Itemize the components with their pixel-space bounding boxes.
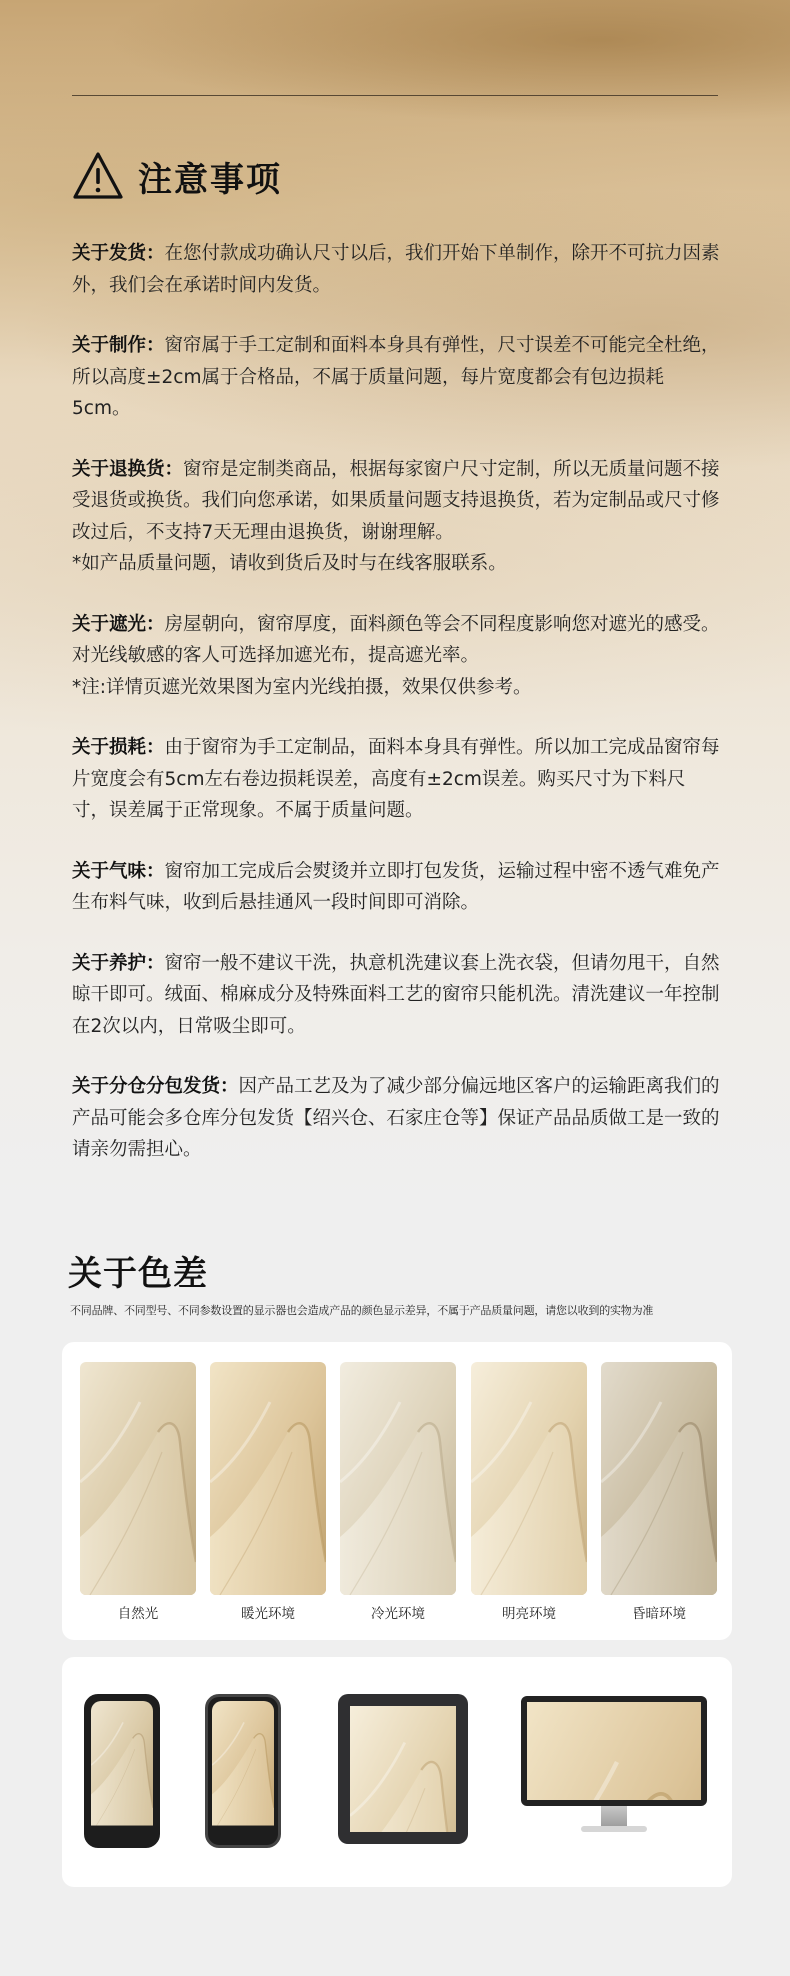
swatch-cool-light (340, 1362, 456, 1622)
phone-icon (205, 1694, 281, 1848)
swatch-label: 昏暗环境 (632, 1606, 686, 1622)
warning-icon (72, 151, 124, 201)
swatch-dim (601, 1362, 717, 1622)
notice-list (72, 238, 722, 1195)
color-diff-description: 不同品牌、不同型号、不同参数设置的显示器也会造成产品的颜色显示差异，不属于产品质量问题，请您以收到的实物为准 (70, 1304, 654, 1317)
swatch-card (62, 1342, 732, 1640)
tablet-icon (338, 1694, 468, 1844)
divider (72, 95, 718, 96)
notice-title: 注意事项 (138, 159, 282, 200)
fabric-image (601, 1362, 717, 1595)
swatch-label: 冷光环境 (371, 1606, 425, 1622)
notice-item-loss: 关于损耗：由于窗帘为手工定制品，面料本身具有弹性。所以加工完成品窗帘每片宽度会有5cm左右卷边损耗误差，高度有±2cm误差。购买尺寸为下料尺寸，误差属于正常现象。不属于质量问题。 (72, 737, 720, 821)
notice-item-shipping: 关于发货：在您付款成功确认尺寸以后，我们开始下单制作，除开不可抗力因素外，我们会在承诺时间内发货。 (72, 243, 720, 296)
swatch-label: 暖光环境 (241, 1606, 295, 1622)
monitor-icon (521, 1696, 707, 1836)
fabric-image (471, 1362, 587, 1595)
fabric-image (340, 1362, 456, 1595)
notice-item-blackout: 关于遮光：房屋朝向，窗帘厚度，面料颜色等会不同程度影响您对遮光的感受。对光线敏感的客人可选择加遮光布，提高遮光率。 *注:详情页遮光效果图为室内光线拍摄，效果仅供参考。 (72, 613, 720, 698)
swatch-warm-light (210, 1362, 326, 1622)
phone-icon (84, 1694, 160, 1848)
color-diff-title: 关于色差 (68, 1254, 208, 1294)
notice-item-warehouse: 关于分仓分包发货：因产品工艺及为了减少部分偏远地区客户的运输距离我们的产品可能会多仓库分包发货【绍兴仓、石家庄仓等】保证产品品质做工是一致的请亲勿需担心。 (72, 1076, 720, 1160)
fabric-image (210, 1362, 326, 1595)
notice-item-odor: 关于气味：窗帘加工完成后会熨烫并立即打包发货，运输过程中密不透气难免产生布料气味，收到后悬挂通风一段时间即可消除。 (72, 860, 720, 913)
swatch-bright (471, 1362, 587, 1622)
notice-item-returns: 关于退换货：窗帘是定制类商品，根据每家窗户尺寸定制，所以无质量问题不接受退货或换货。我们向您承诺，如果质量问题支持退换货，若为定制品或尺寸修改过后，不支持7天无理由退换货，谢谢理解。 *如产品质量问题，请收到货后及时与在线客服联系。 (72, 458, 720, 574)
fabric-image (80, 1362, 196, 1595)
device-card (62, 1657, 732, 1887)
notice-item-production: 关于制作：窗帘属于手工定制和面料本身具有弹性，尺寸误差不可能完全杜绝，所以高度±2cm属于合格品，不属于质量问题，每片宽度都会有包边损耗5cm。 (72, 335, 720, 419)
swatch-label: 自然光 (117, 1606, 159, 1622)
notice-header (72, 150, 282, 202)
swatch-label: 明亮环境 (502, 1606, 556, 1622)
swatch-natural-light (80, 1362, 196, 1622)
notice-item-care: 关于养护：窗帘一般不建议干洗，执意机洗建议套上洗衣袋，但请勿甩干，自然晾干即可。绒面、棉麻成分及特殊面料工艺的窗帘只能机洗。清洗建议一年控制在2次以内，日常吸尘即可。 (72, 952, 720, 1037)
